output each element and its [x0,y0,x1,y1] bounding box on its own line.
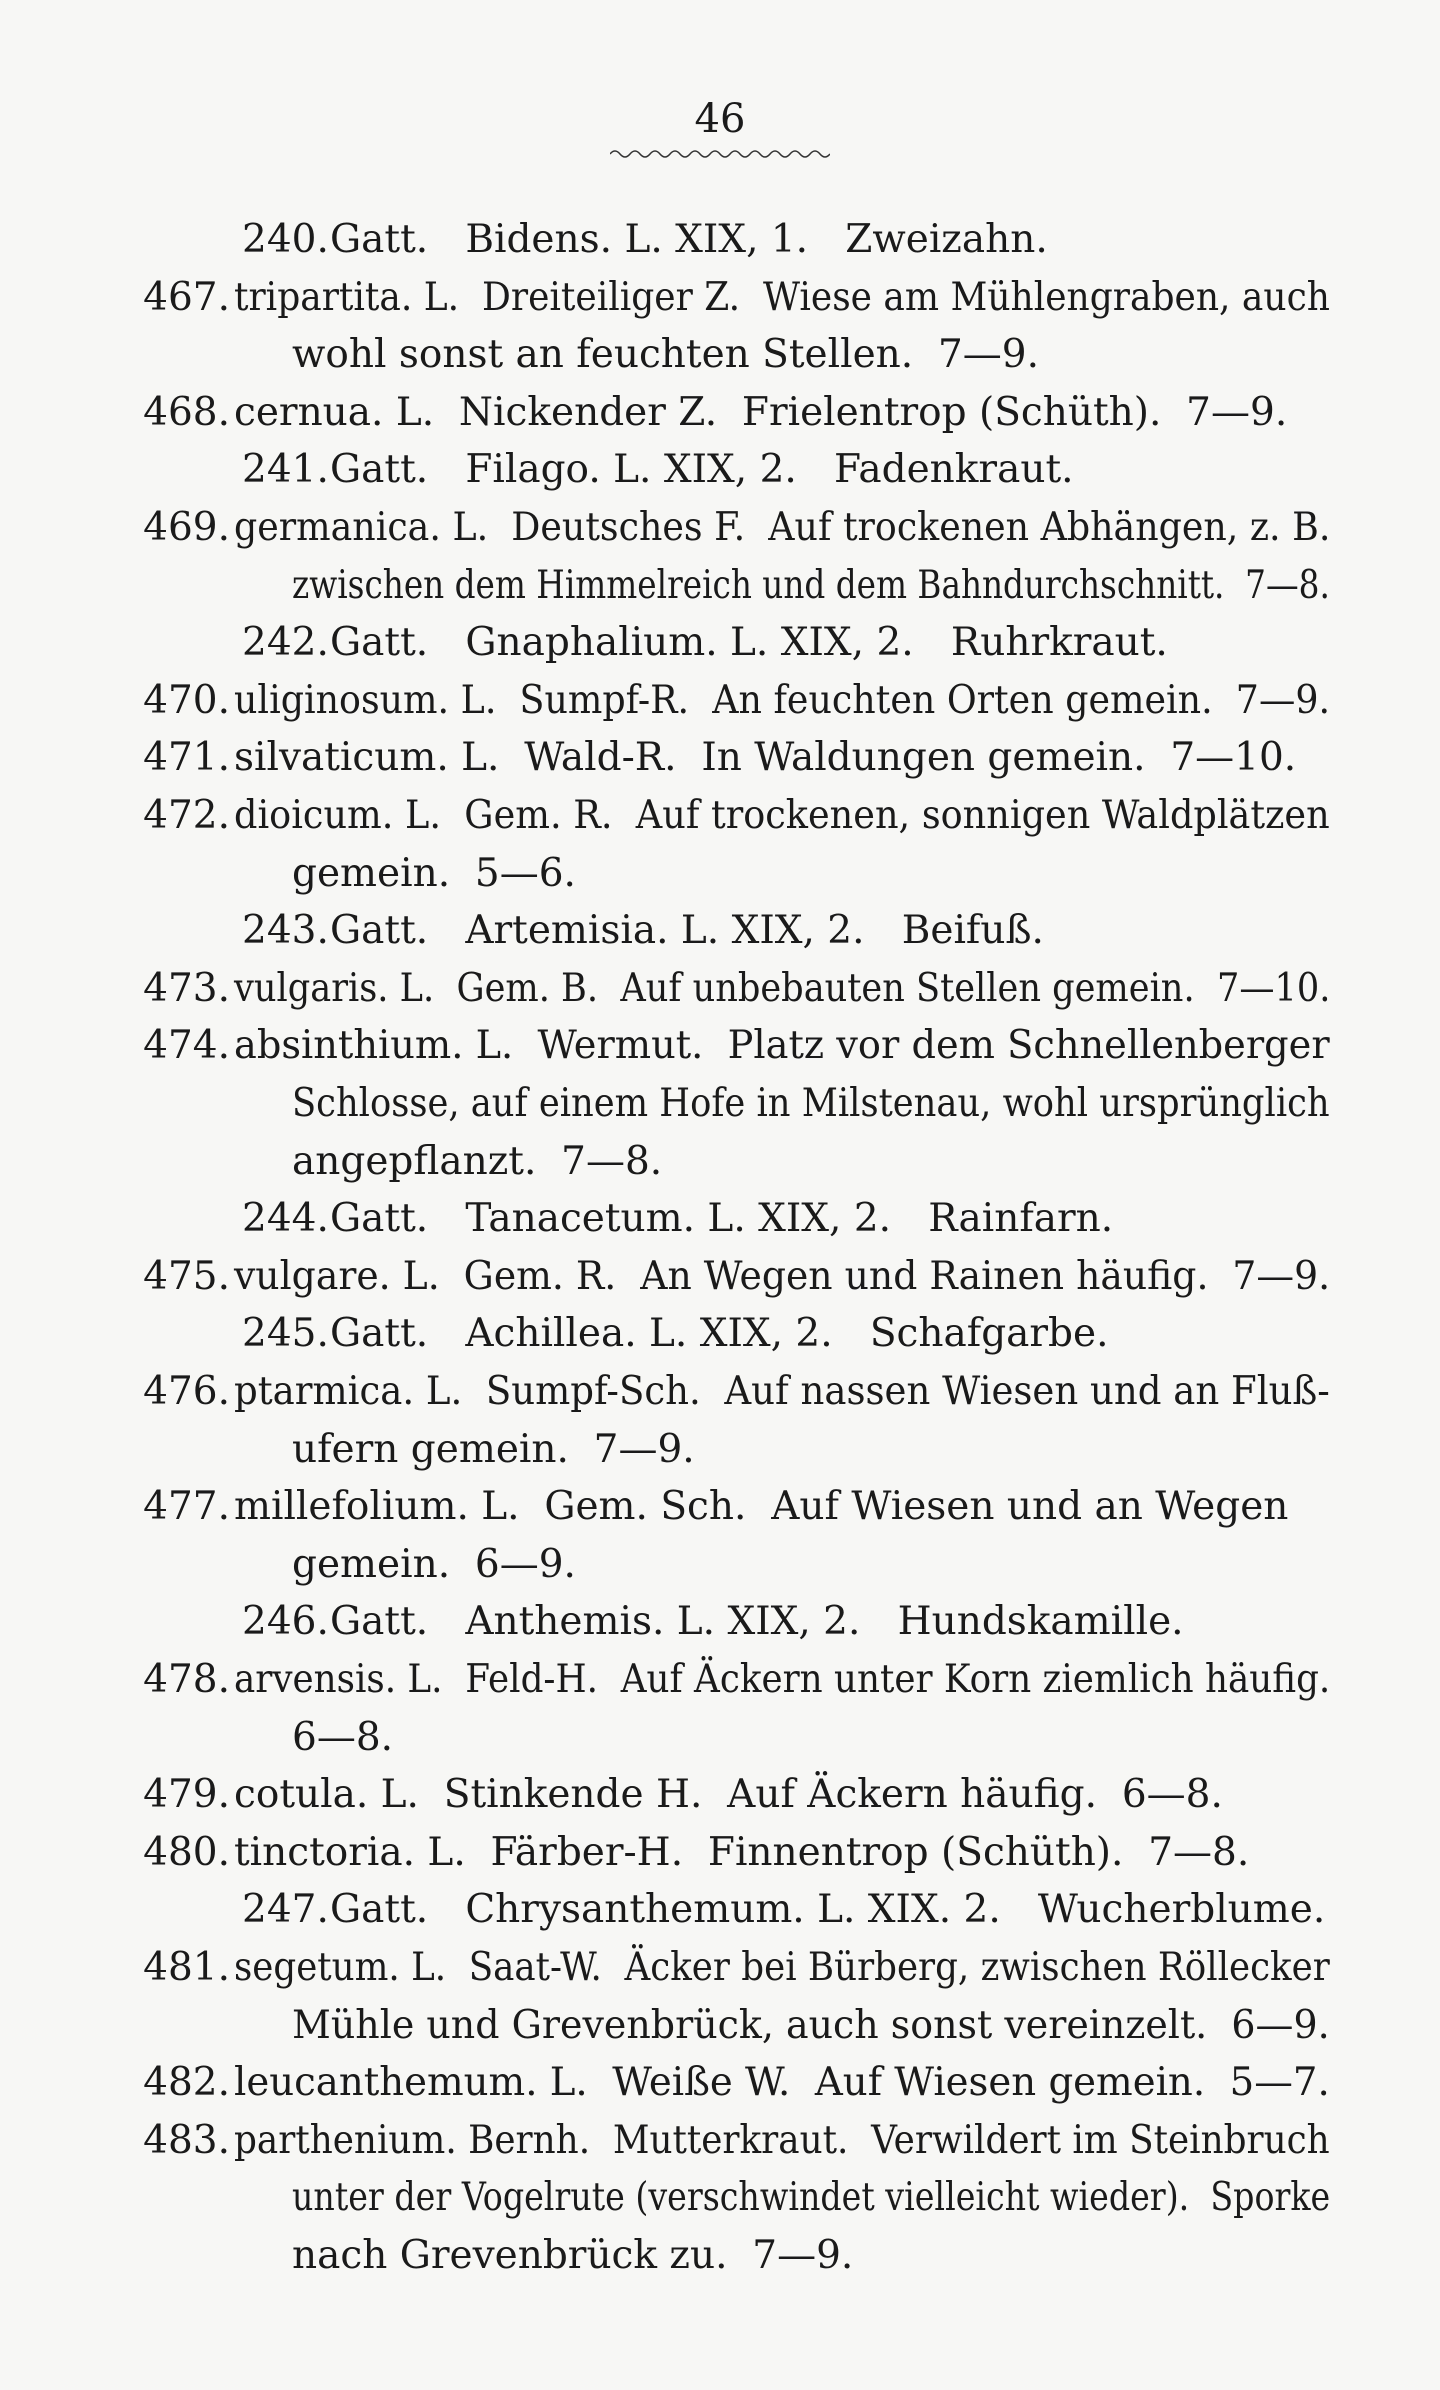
species-entry [0,728,1440,788]
entry-continuation [0,1535,1440,1595]
page-number: 46 [694,96,746,142]
species-text: ptarmica. L. Sumpf-Sch. Auf nassen Wiesen und an Fluß- [234,1369,1330,1414]
species-number: 472. [143,793,230,838]
genus-number: 240. [242,217,329,262]
species-text: millefolium. L. Gem. Sch. Auf Wiesen und an Wegen [234,1484,1289,1530]
species-number: 470. [143,677,230,723]
species-entry [0,671,1440,731]
continuation-text: nach Grevenbrück zu. 7—9. [292,2233,854,2278]
species-number: 471. [143,735,230,781]
species-text: vulgare. L. Gem. R. An Wegen und Rainen häufig. 7—9. [234,1253,1331,1299]
genus-text: Gatt. Chrysanthemum. L. XIX. 2. Wucherblume. [330,1887,1326,1933]
species-entry [0,498,1440,558]
genus-text: Gatt. Filago. L. XIX, 2. Fadenkraut. [330,447,1074,493]
species-entry [0,1938,1440,1998]
genus-number: 241. [242,447,329,493]
species-text: silvaticum. L. Wald-R. In Waldungen gemein. 7—10. [234,735,1297,781]
continuation-text: Mühle und Grevenbrück, auch sonst vereinzelt. 6—9. [292,2002,1330,2048]
entry-continuation [0,1420,1440,1480]
genus-text: Gatt. Tanacetum. L. XIX, 2. Rainfarn. [330,1196,1114,1242]
species-number: 477. [143,1484,230,1530]
genus-heading [0,1304,1440,1364]
species-text: parthenium. Bernh. Mutterkraut. Verwildert im Steinbruch [234,2117,1330,2163]
continuation-text: gemein. 5—6. [292,850,576,896]
species-entry [0,2053,1440,2113]
species-number: 475. [143,1253,230,1299]
genus-number: 242. [242,620,329,666]
entry-continuation [0,556,1440,616]
decorative-rule [610,146,830,162]
species-number: 482. [143,2060,230,2106]
continuation-text: zwischen dem Himmelreich und dem Bahndurchschnitt. 7—8. [292,562,1330,608]
genus-heading [0,901,1440,961]
species-number: 481. [143,1945,230,1990]
species-entry [0,1823,1440,1883]
species-number: 469. [143,505,230,550]
genus-heading [0,1592,1440,1652]
species-entry [0,2111,1440,2171]
species-number: 467. [143,274,230,320]
genus-heading [0,210,1440,270]
genus-text: Gatt. Anthemis. L. XIX, 2. Hundskamille. [330,1599,1184,1645]
genus-number: 246. [242,1599,329,1645]
species-text: dioicum. L. Gem. R. Auf trockenen, sonnigen Waldplätzen [234,793,1330,838]
species-entry [0,786,1440,846]
entry-continuation [0,2168,1440,2228]
entry-continuation [0,1132,1440,1192]
species-text: segetum. L. Saat-W. Äcker bei Bürberg, zwischen Röllecker [234,1945,1330,1990]
species-entry [0,1016,1440,1076]
genus-text: Gatt. Artemisia. L. XIX, 2. Beifuß. [330,908,1044,954]
species-text: leucanthemum. L. Weiße W. Auf Wiesen gemein. 5—7. [234,2060,1330,2106]
species-number: 473. [143,965,230,1011]
species-entry [0,1247,1440,1307]
continuation-text: wohl sonst an feuchten Stellen. 7—9. [292,332,1039,378]
species-text: vulgaris. L. Gem. B. Auf unbebauten Stellen gemein. 7—10. [234,965,1331,1011]
genus-number: 245. [242,1311,329,1357]
genus-heading [0,440,1440,500]
species-text: tinctoria. L. Färber-H. Finnentrop (Schüth). 7—8. [234,1829,1250,1875]
continuation-text: gemein. 6—9. [292,1541,576,1587]
species-text: uliginosum. L. Sumpf-R. An feuchten Orten gemein. 7—9. [234,677,1331,723]
genus-number: 243. [242,908,329,954]
species-entry [0,383,1440,443]
entry-continuation [0,844,1440,904]
species-text: cotula. L. Stinkende H. Auf Äckern häufig. 6—8. [234,1772,1223,1818]
genus-text: Gatt. Achillea. L. XIX, 2. Schafgarbe. [330,1311,1109,1357]
species-number: 483. [143,2117,230,2163]
genus-heading [0,613,1440,673]
continuation-text: unter der Vogelrute (verschwindet vielleicht wieder). Sporke [292,2175,1331,2221]
species-entry [0,1362,1440,1422]
genus-heading [0,1189,1440,1249]
species-text: arvensis. L. Feld-H. Auf Äckern unter Korn ziemlich häufig. [234,1657,1331,1702]
species-entry [0,959,1440,1019]
entry-continuation [0,1074,1440,1134]
species-entry [0,1477,1440,1537]
species-entry [0,1765,1440,1825]
species-text: germanica. L. Deutsches F. Auf trockenen Abhängen, z. B. [234,505,1331,550]
entry-continuation [0,325,1440,385]
continuation-text: 6—8. [292,1714,394,1760]
continuation-text: angepflanzt. 7—8. [292,1138,663,1184]
species-entry [0,268,1440,328]
genus-number: 247. [242,1887,329,1933]
species-text: absinthium. L. Wermut. Platz vor dem Schnellenberger [234,1023,1330,1069]
species-number: 478. [143,1657,230,1702]
species-number: 468. [143,389,230,435]
genus-heading [0,1880,1440,1940]
genus-text: Gatt. Gnaphalium. L. XIX, 2. Ruhrkraut. [330,620,1168,666]
entry-continuation [0,2226,1440,2286]
species-text: tripartita. L. Dreiteiliger Z. Wiese am Mühlengraben, auch [234,274,1330,320]
genus-number: 244. [242,1196,329,1242]
species-number: 480. [143,1829,230,1875]
species-text: cernua. L. Nickender Z. Frielentrop (Schüth). 7—9. [234,389,1288,435]
species-number: 476. [143,1369,230,1414]
continuation-text: ufern gemein. 7—9. [292,1426,695,1472]
genus-text: Gatt. Bidens. L. XIX, 1. Zweizahn. [330,217,1048,262]
continuation-text: Schlosse, auf einem Hofe in Milstenau, wohl ursprünglich [292,1081,1330,1126]
species-entry [0,1650,1440,1710]
species-number: 479. [143,1772,230,1818]
entry-continuation [0,1996,1440,2056]
entry-continuation [0,1708,1440,1768]
species-number: 474. [143,1023,230,1069]
